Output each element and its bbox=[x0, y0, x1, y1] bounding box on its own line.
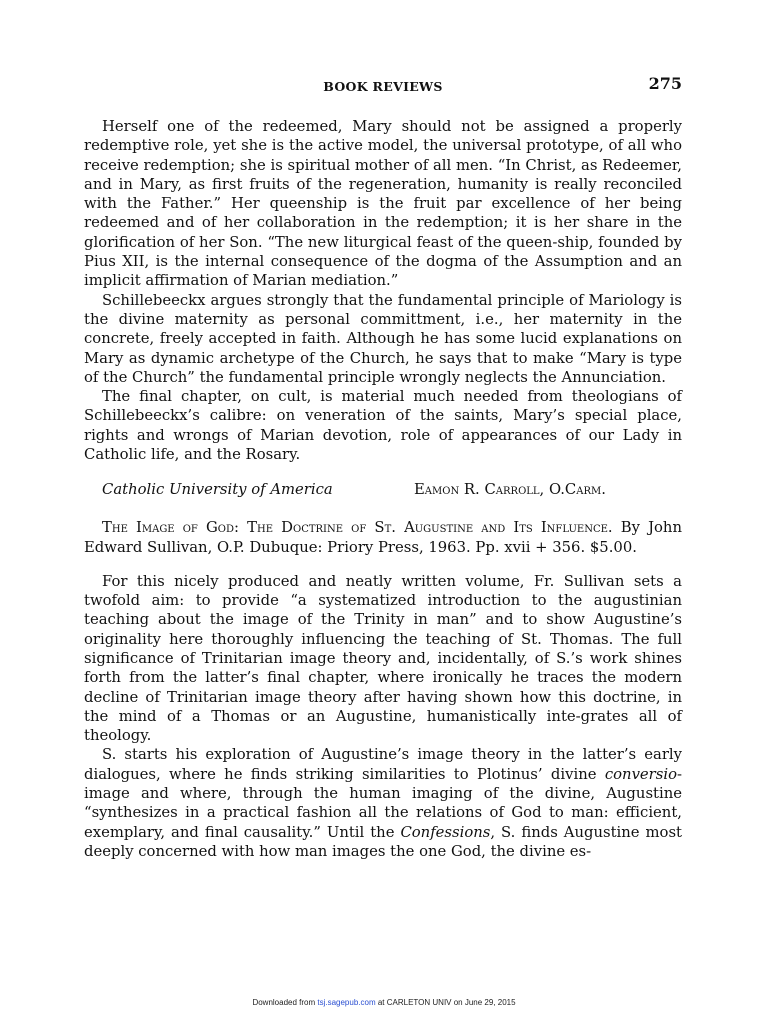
paragraph: Schillebeeckx argues strongly that the fundamental principle of Mariology is the divine maternity as personal committment, i.e., her maternity in the concrete, freely accepted in faith. Although he has some lucid explanations on Mary as dynamic archetype of the Church, he says that to make “Mary is type of the Church” the fundamental principle wrongly neglects the Annunciation. bbox=[84, 291, 682, 386]
book-title: The Image of God: The Doctrine of St. Augustine and Its Influence. bbox=[102, 519, 613, 537]
footer-prefix: Downloaded from bbox=[252, 998, 318, 1007]
source-link[interactable]: tsj.sagepub.com bbox=[317, 998, 376, 1007]
review-heading bbox=[84, 518, 682, 557]
paragraph bbox=[84, 745, 682, 861]
running-title: BOOK REVIEWS bbox=[323, 79, 443, 94]
page-number: 275 bbox=[648, 74, 682, 93]
paragraph: For this nicely produced and neatly written volume, Fr. Sullivan sets a twofold aim: to provide “a systematized introduction to the augustinian teaching about the image of the Trinity in man” and to show Augustine’s originality here thoroughly influencing the teaching of St. Thomas. The full significance of Trinitarian image theory and, incidentally, of S.’s work shines forth from the latter’s final chapter, where ironically he traces the modern decline of Trinitarian image theory after having shown how this doctrine, in the mind of a Thomas or an Augustine, humanistically inte-grates all of theology. bbox=[84, 572, 682, 745]
text-run: -image and where, through the human imaging of the divine, Augustine “synthesizes in a practical fashion all the relations of God to man: efficient, exemplary, and final causality.” Until the bbox=[84, 765, 682, 841]
italic-term: conversio bbox=[604, 765, 677, 783]
book-citation: By John Edward Sullivan, O.P. Dubuque: Priory Press, 1963. Pp. xvii + 356. $5.00. bbox=[84, 519, 682, 556]
paragraph: Herself one of the redeemed, Mary should not be assigned a properly redemptive role, yet she is the active model, the universal prototype, of all who receive redemption; she is spiritual mother of all men. “In Christ, as Redeemer, and in Mary, as first fruits of the regeneration, humanity is really reconciled with the Father.” Her queenship is the fruit par excellence of her being redeemed and of her collaboration in the redemption; it is her share in the glorification of her Son. “The new liturgical feast of the queen-ship, founded by Pius XII, is the internal consequence of the dogma of the Assumption and an implicit affirmation of Marian mediation.” bbox=[84, 118, 682, 290]
text-run: , S. finds Augustine most deeply concerned with how man images the one God, the divine es- bbox=[84, 823, 682, 860]
footer-suffix: at CARLETON UNIV on June 29, 2015 bbox=[375, 998, 516, 1007]
running-head bbox=[84, 74, 682, 104]
review-body bbox=[84, 572, 682, 861]
review-continuation bbox=[84, 117, 682, 464]
paragraph: The final chapter, on cult, is material much needed from theologians of Schillebeeckx’s calibre: on veneration of the saints, Mary’s special place, rights and wrongs of Marian devotion, role of appearances of our Lady in Catholic life, and the Rosary. bbox=[84, 388, 682, 464]
italic-title: Confessions bbox=[400, 823, 491, 841]
reviewer-signature bbox=[84, 480, 682, 499]
download-footer bbox=[0, 998, 768, 1007]
reviewer-affiliation: Catholic University of America bbox=[102, 481, 333, 499]
reviewer-name: Eamon R. Carroll, O.Carm. bbox=[414, 481, 606, 499]
text-run: S. starts his exploration of Augustine’s image theory in the latter’s early dialogues, where he finds striking similarities to Plotinus’ divine bbox=[84, 746, 682, 783]
journal-page bbox=[84, 74, 682, 861]
